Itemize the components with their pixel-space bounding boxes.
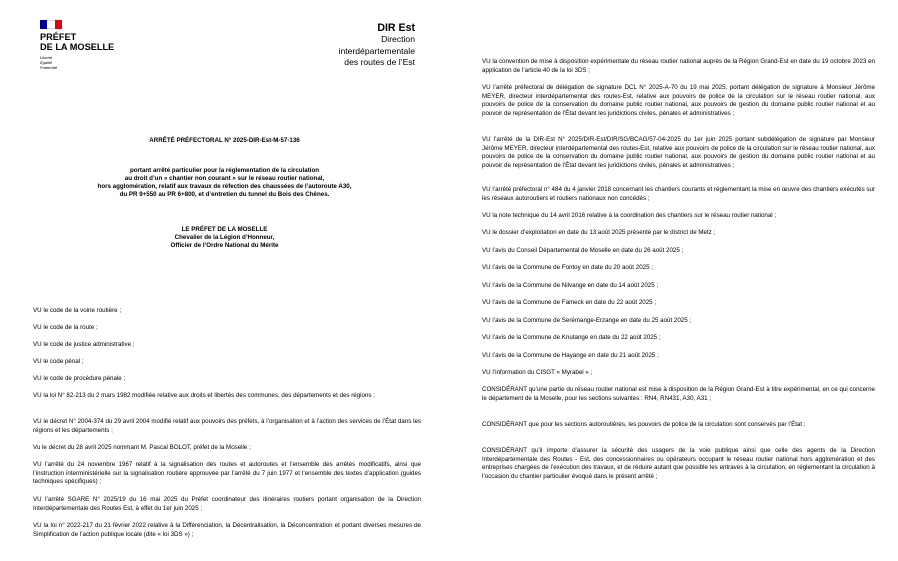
considerant-paragraph: CONSIDÉRANT qu’il importe d’assurer la sécurité des usagers de la voie publique ainsi que celle des agents de la Direction Interdépartementale des Routes - Est, des concessionnaires ou opérateurs occupant le réseau routier national hors agglomération et des entreprises chargées de l’exécution des travaux, et de réduire autant que possible les entraves à la circulation, en réglementant la circulation à l’occasion du chantier particulier évoqué dans le présent arrêté ; [482,447,875,480]
subject-line-1: portant arrêté particulier pour la réglementation de la circulation [129,167,320,174]
motto-fraternite: Fraternité [40,65,58,70]
authority-line-3: Officier de l’Ordre National du Mérite [170,242,279,249]
avis-paragraph: VU l’avis de la Commune de Knutange en date du 22 août 2025 ; [482,334,661,341]
direction-line-1: Direction [381,34,415,44]
visa-paragraph: VU l’arrêté de la DIR-Est N° 2025/DIR-Est/DIR/SG/BCAG/57-04-2025 du 1er juin 2025 portant subdélégation de signature par Monsieur Jérôme MEYER, directeur interdépartemental des routes-Est, relative aux pouvoirs de police de la circulation sur le réseau routier national, aux pouvoirs de police de la conservation du domaine public routier national, aux pouvoirs de gestion du domaine public routier national et au pouvoir de représentation de l’État devant les juridictions civiles, pénales et administratives ; [482,136,875,169]
avis-paragraph: VU l’avis de la Commune de Hayange en date du 21 août 2025 ; [482,352,659,359]
visa-paragraph: VU l’arrêté du 24 novembre 1967 relatif à la signalisation des routes et autoroutes et l’ensemble des arrêtés modificatifs, ainsi que l’instruction interministérielle sur la signalisation routière approuvée par l’arrêté du 7 juin 1977 et l’ensemble des textes d’application (guides techniques spécifiques) ; [33,461,421,485]
visa-paragraph: VU la note technique du 14 avril 2016 relative à la coordination des chantiers sur le réseau routier national ; [482,212,777,219]
visa-paragraph: VU le code de la route ; [33,324,98,331]
visa-paragraph: VU le code de la voirie routière ; [33,307,122,314]
direction-name: DIR Est [377,22,415,34]
subject-line-4: du PR 9+550 au PR 6+800, et d’entretien du tunnel du Bois des Chênes. [119,191,330,198]
avis-paragraph: VU l’avis de la Commune de Nilvange en date du 14 août 2025 ; [482,282,659,289]
flag-stripe-white [47,20,54,29]
visa-paragraph: VU la convention de mise à disposition expérimentale du réseau routier national auprès de la Région Grand-Est en date du 19 octobre 2023 en application de l’article 40 de la loi 3DS ; [482,58,875,74]
visa-paragraph: VU le code de procédure pénale ; [33,375,126,382]
subject-line-2: au droit d’un « chantier non courant » sur le réseau routier national, [124,175,325,182]
right-page [449,0,898,561]
arrete-title: ARRÊTÉ PRÉFECTORAL N° 2025-DIR-Est-M-57-136 [149,137,300,144]
direction-line-3: des routes de l’Est [344,57,415,67]
authority-line-2: Chevalier de la Légion d’Honneur, [174,234,275,241]
arrete-subject [0,167,449,199]
avis-paragraph: VU l’avis du Conseil Départemental de Moselle en date du 26 août 2025 ; [482,247,684,254]
logo-title-line1: PRÉFET [40,32,77,42]
avis-paragraph: VU l’avis de la Commune de Fameck en date du 22 août 2025 ; [482,299,657,306]
direction-line-2: interdépartementale [338,45,415,56]
flag-stripe-red [55,20,62,29]
visa-paragraph: VU l’information du CISGT « Myrabel » ; [482,369,593,376]
prefecture-logo [40,20,160,70]
visa-paragraph: VU le code pénal ; [33,358,84,365]
visa-paragraph: Vu le décret du 28 avril 2025 nommant M. Pascal BOLOT, préfet de la Moselle ; [33,444,251,451]
direction-header [339,22,415,69]
flag-stripe-blue [40,20,47,29]
visa-paragraph: VU le décret N° 2004-374 du 29 avril 2004 modifié relatif aux pouvoirs des préfets, à l’organisation et à l’action des services de l’État dans les régions et les départements ; [33,418,421,434]
visa-paragraph: VU l’arrêté préfectoral n° 484 du 4 janvier 2018 concernant les chantiers courants et réglementant la mise en œuvre des chantiers exécutés sur les réseaux autoroutiers et routiers nationaux non concédés ; [482,186,875,202]
visa-paragraph: VU la loi N° 82-213 du 2 mars 1982 modifiée relative aux droits et libertés des communes, des départements et des régions ; [33,392,375,399]
visa-paragraph: VU le code de justice administrative ; [33,341,135,348]
republic-motto [40,55,160,70]
authority-line-1: LE PRÉFET DE LA MOSELLE [181,226,268,233]
visa-paragraph: VU la loi n° 2022-217 du 21 février 2022 relative à la Différenciation, la Décentralisation, la Déconcentration et portant diverses mesures de Simplification de l’action publique locale (dite « loi 3DS ») ; [33,522,421,538]
visa-paragraph: VU l’arrêté préfectoral de délégation de signature DCL N° 2025-A-70 du 19 mai 2025, portant délégation de signature à Monsieur Jérôme MEYER, directeur interdépartemental des routes-Est, relative aux pouvoirs de police de la circulation sur le réseau routier national, aux pouvoirs de police de la conservation du domaine public routier national, aux pouvoirs de gestion du domaine public routier national et au pouvoir de représentation de l’État devant les juridictions civiles, pénales et administratives ; [482,84,875,117]
avis-paragraph: VU l’avis de la Commune de Serémange-Erzange en date du 25 août 2025 ; [482,317,692,324]
visa-paragraph: VU l’arrêté SGARE N° 2025/19 du 16 mai 2025 du Préfet coordinateur des itinéraires routiers portant organisation de la Direction Interdépartementale des Routes Est, à effet du 1er juin 2025 ; [33,496,421,512]
logo-title-line2: DE LA MOSELLE [40,42,115,52]
prefect-authority [0,226,449,250]
french-flag-icon [40,20,62,29]
motto-liberte: Liberté [40,55,53,60]
considerant-paragraph: CONSIDÉRANT qu’une partie du réseau routier national est mise à disposition de la Région Grand-Est à titre expérimental, en ce qui concerne le département de la Moselle, pour les sections suivantes : RN4, RN431, A30, A31 ; [482,386,875,402]
avis-paragraph: VU l’avis de la Commune de Fontoy en date du 20 août 2025 ; [482,264,653,271]
visa-paragraph: VU le dossier d’exploitation en date du 13 août 2025 présenté par le district de Metz ; [482,229,716,236]
considerant-paragraph: CONSIDÉRANT que pour les sections autoroutières, les pouvoirs de police de la circulation sont conservés par l’État ; [482,421,806,428]
motto-egalite: Égalité [40,60,53,65]
subject-line-3: hors agglomération, relatif aux travaux de réfection des chaussées de l’autoroute A30, [97,183,352,190]
